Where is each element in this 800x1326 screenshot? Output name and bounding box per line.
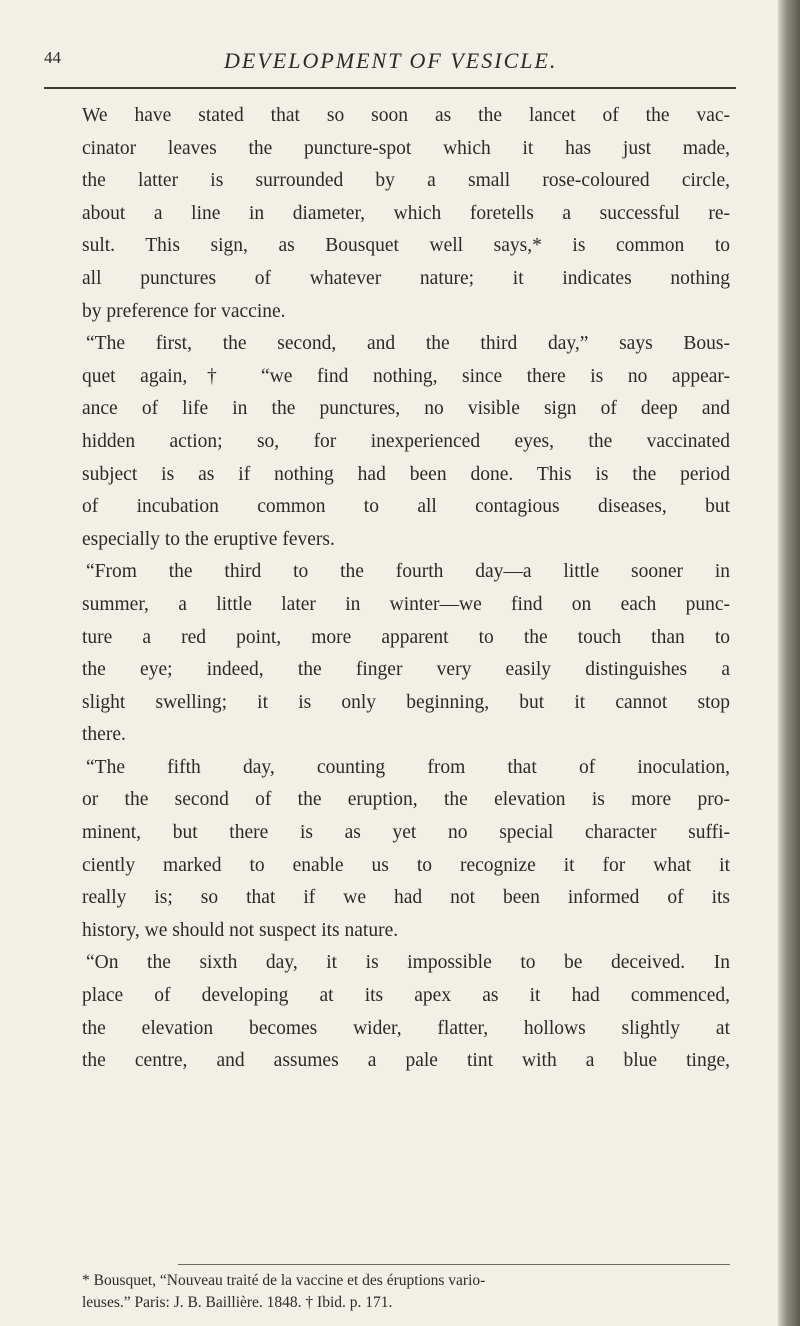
text-line: cinator leaves the puncture-spot which it has just made, [82, 137, 730, 159]
text-line: ance of life in the punctures, no visible sign of deep and [82, 398, 730, 420]
text-line: minent, but there is as yet no special character suffi- [82, 822, 730, 844]
text-line: ciently marked to enable us to recognize it for what it [82, 854, 730, 876]
text-line: We have stated that so soon as the lancet of the vac- [82, 105, 730, 126]
running-title: DEVELOPMENT OF VESICLE. [224, 48, 558, 73]
text-line: by preference for vaccine. [82, 300, 286, 322]
header-rule [44, 87, 736, 89]
text-line: ture a red point, more apparent to the touch than to [82, 626, 730, 648]
text-line: history, we should not suspect its nature. [82, 919, 399, 941]
text-line: or the second of the eruption, the elevation is more pro- [82, 789, 730, 811]
footnote-line: leuses.” Paris: J. B. Baillière. 1848. † Ibid. p. 171. [82, 1294, 393, 1311]
text-line: “The fifth day, counting from that of inoculation, [86, 756, 730, 778]
text-line: especially to the eruptive fevers. [82, 528, 335, 550]
text-line: really is; so that if we had not been informed of its [82, 887, 730, 909]
text-line: of incubation common to all contagious diseases, but [82, 496, 730, 518]
footnote-line: * Bousquet, “Nouveau traité de la vaccine et des éruptions vario- [82, 1272, 486, 1289]
text-line: summer, a little later in winter—we find on each punc- [82, 593, 730, 615]
page-number: 44 [44, 48, 61, 67]
text-line: the eye; indeed, the finger very easily distinguishes a [82, 659, 730, 681]
text-line: the elevation becomes wider, flatter, hollows slightly at [82, 1017, 730, 1039]
text-line: “On the sixth day, it is impossible to be deceived. In [86, 952, 730, 974]
page-header [44, 48, 744, 88]
page-edge-shadow [778, 0, 800, 1326]
text-line: hidden action; so, for inexperienced eyes, the vaccinated [82, 430, 730, 452]
text-line: subject is as if nothing had been done. This is the period [82, 463, 730, 485]
text-line: “From the third to the fourth day—a little sooner in [86, 561, 730, 583]
text-line: the centre, and assumes a pale tint with a blue tinge, [82, 1050, 730, 1072]
text-line: “The first, the second, and the third day,” says Bous- [86, 333, 730, 355]
text-line: quet again,† “we find nothing, since there is no appear- [82, 365, 730, 387]
footnote-rule [178, 1264, 730, 1265]
body-text [82, 100, 730, 1078]
footnotes [82, 1270, 722, 1314]
text-line: place of developing at its apex as it had commenced, [82, 985, 730, 1007]
text-line: the latter is surrounded by a small rose-coloured circle, [82, 170, 730, 192]
text-line: sult. This sign, as Bousquet well says,* is common to [82, 235, 730, 257]
text-line: all punctures of whatever nature; it indicates nothing [82, 267, 730, 289]
text-line: about a line in diameter, which foretells a successful re- [82, 202, 730, 224]
text-line: there. [82, 724, 126, 746]
text-line: slight swelling; it is only beginning, but it cannot stop [82, 691, 730, 713]
